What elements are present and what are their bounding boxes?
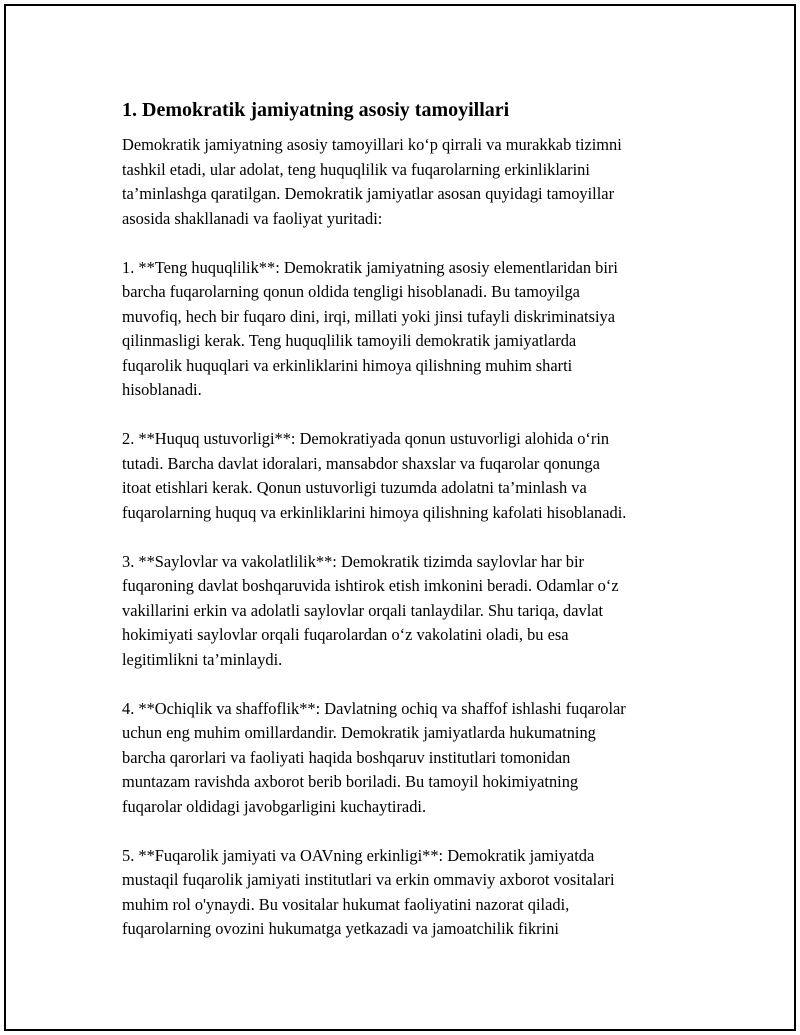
text-line: Demokratik jamiyatning asosiy tamoyillari ko‘p qirrali va murakkab tizimni <box>122 135 622 154</box>
text-line: vakillarini erkin va adolatli saylovlar orqali tanlaydilar. Shu tariqa, davlat <box>122 600 604 620</box>
text-line: legitimlikni ta’minlaydi. <box>122 649 283 669</box>
text-line: muhim rol o'ynaydi. Bu vositalar hukumat faoliyatini nazorat qiladi, <box>122 894 570 914</box>
text-line: uchun eng muhim omillardandir. Demokratik jamiyatlarda hukumatning <box>122 723 596 742</box>
text-line: 5. **Fuqarolik jamiyati va OAVning erkinligi**: Demokratik jamiyatda <box>122 845 595 865</box>
text-line: fuqarolik huquqlari va erkinliklarini himoya qilishning muhim sharti <box>122 355 573 375</box>
text-line: qilinmasligi kerak. Teng huquqlilik tamoyili demokratik jamiyatlarda <box>122 331 577 350</box>
text-line: barcha qarorlari va faoliyati haqida boshqaruv institutlari tomonidan <box>122 747 571 767</box>
text-line: tutadi. Barcha davlat idoralari, mansabdor shaxslar va fuqarolar qonunga <box>122 453 600 473</box>
text-line: fuqarolar oldidagi javobgarligini kuchaytiradi. <box>122 796 427 816</box>
text-line: itoat etishlari kerak. Qonun ustuvorligi tuzumda adolatni ta’minlash va <box>122 478 587 497</box>
section-heading: 1. Demokratik jamiyatning asosiy tamoyillari <box>122 99 510 121</box>
text-line: tashkil etadi, ular adolat, teng huquqlilik va fuqarolarning erkinliklarini <box>122 159 590 179</box>
principle-elections-paragraph <box>122 550 694 673</box>
text-line: fuqarolarning huquq va erkinliklarini himoya qilishning kafolati hisoblanadi. <box>122 502 627 522</box>
intro-paragraph <box>122 133 694 231</box>
text-line: 2. **Huquq ustuvorligi**: Demokratiyada qonun ustuvorligi alohida o‘rin <box>122 429 610 448</box>
text-line: barcha fuqarolarning qonun oldida tengligi hisoblanadi. Bu tamoyilga <box>122 282 580 301</box>
page-frame <box>4 4 796 1031</box>
principle-transparency-paragraph <box>122 697 694 820</box>
text-line: hisoblanadi. <box>122 380 202 399</box>
text-line: fuqaroning davlat boshqaruvida ishtirok etish imkonini beradi. Odamlar o‘z <box>122 576 619 595</box>
text-line: asosida shakllanadi va faoliyat yuritadi: <box>122 208 383 228</box>
text-line: hokimiyati saylovlar orqali fuqarolardan o‘z vakolatini oladi, bu esa <box>122 625 569 644</box>
principle-rule-of-law-paragraph <box>122 427 694 525</box>
text-line: muvofiq, hech bir fuqaro dini, irqi, millati yoki jinsi tufayli diskriminatsiya <box>122 306 616 326</box>
text-line: 1. **Teng huquqlilik**: Demokratik jamiyatning asosiy elementlaridan biri <box>122 257 618 277</box>
principle-civil-society-paragraph <box>122 844 694 942</box>
document-body <box>122 98 694 966</box>
text-line: 3. **Saylovlar va vakolatlilik**: Demokratik tizimda saylovlar har bir <box>122 551 585 571</box>
text-line: muntazam ravishda axborot berib boriladi. Bu tamoyil hokimiyatning <box>122 772 579 791</box>
text-line: fuqarolarning ovozini hukumatga yetkazadi va jamoatchilik fikrini <box>122 919 559 938</box>
text-line: ta’minlashga qaratilgan. Demokratik jamiyatlar asosan quyidagi tamoyillar <box>122 184 615 203</box>
text-line: mustaqil fuqarolik jamiyati institutlari va erkin ommaviy axborot vositalari <box>122 870 615 889</box>
principle-equality-paragraph <box>122 256 694 403</box>
text-line: 4. **Ochiqlik va shaffoflik**: Davlatning ochiq va shaffof ishlashi fuqarolar <box>122 698 626 718</box>
